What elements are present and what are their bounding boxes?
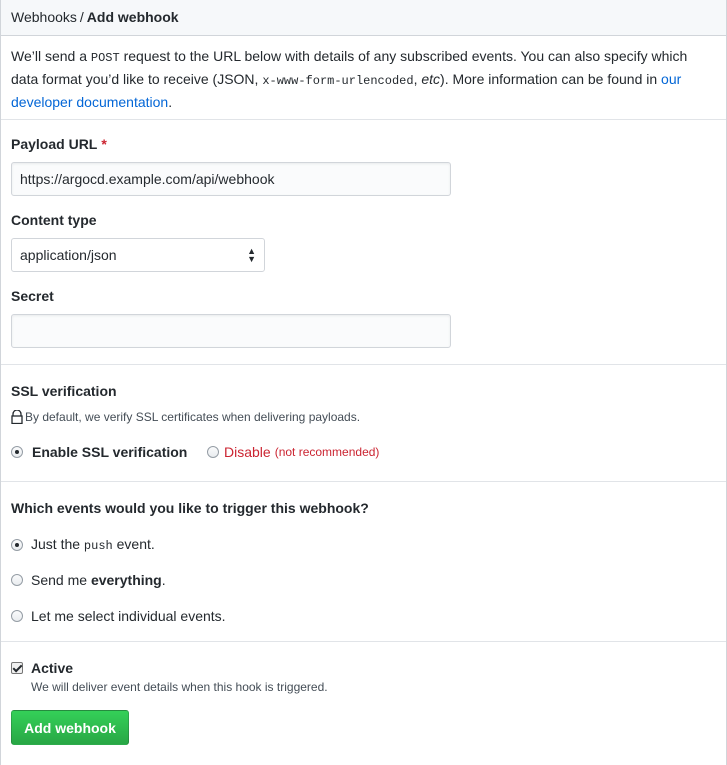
intro-text: , xyxy=(413,71,422,87)
event-option-everything[interactable] xyxy=(11,572,166,588)
events-question: Which events would you like to trigger this webhook? xyxy=(11,500,369,516)
intro-description xyxy=(1,36,726,120)
ssl-title: SSL verification xyxy=(11,383,117,399)
intro-text: ). More information can be found in xyxy=(440,71,662,87)
ssl-disable-radio[interactable] xyxy=(207,446,219,458)
push-event-radio[interactable] xyxy=(11,539,23,551)
required-mark: * xyxy=(101,136,107,152)
developer-docs-link[interactable]: our developer documentation xyxy=(11,71,682,110)
ssl-enable-option[interactable] xyxy=(11,444,187,460)
ssl-disable-label: Disable xyxy=(224,444,271,460)
intro-text: . xyxy=(168,94,173,110)
secret-label: Secret xyxy=(11,288,54,304)
ssl-enable-radio[interactable] xyxy=(11,446,23,458)
active-checkbox[interactable] xyxy=(11,662,23,674)
active-label: Active xyxy=(31,660,74,676)
payload-url-input[interactable]: https://argocd.example.com/api/webhook xyxy=(11,162,451,196)
payload-url-label: Payload URL * xyxy=(11,136,107,152)
ssl-note-text: By default, we verify SSL certificates when delivering payloads. xyxy=(25,410,361,424)
breadcrumb-separator: / xyxy=(79,9,84,25)
events-section xyxy=(1,482,726,642)
event-option-individual[interactable] xyxy=(11,608,226,624)
content-type-select[interactable] xyxy=(11,238,265,272)
event-option-push[interactable] xyxy=(11,536,155,553)
add-webhook-button[interactable]: Add webhook xyxy=(11,710,129,745)
individual-events-label: Let me select individual events. xyxy=(31,608,226,624)
select-arrows-icon: ▲ ▼ xyxy=(247,246,256,264)
ssl-note xyxy=(11,410,360,424)
active-option[interactable] xyxy=(11,660,73,676)
fields-section xyxy=(1,120,726,365)
intro-text: request to the URL below with details of any subscribed events. You can also specify which data format you’d like to receive (JSON, xyxy=(11,48,688,87)
ssl-disable-option[interactable] xyxy=(207,444,379,460)
post-code: POST xyxy=(90,51,120,65)
lock-icon xyxy=(11,410,23,424)
push-event-label: Just the push event. xyxy=(31,536,155,553)
content-type-label: Content type xyxy=(11,212,97,228)
breadcrumb xyxy=(1,0,726,36)
page-title: Add webhook xyxy=(86,9,179,25)
breadcrumb-webhooks-link[interactable]: Webhooks xyxy=(11,9,77,25)
form-urlencoded-code: x-www-form-urlencoded xyxy=(262,74,414,88)
content-type-value: application/json xyxy=(20,247,117,263)
ssl-enable-label: Enable SSL verification xyxy=(32,444,188,460)
ssl-disable-note: (not recommended) xyxy=(274,445,380,459)
etc-text: etc xyxy=(421,71,441,87)
active-note: We will deliver event details when this hook is triggered. xyxy=(31,680,328,694)
intro-text: We’ll send a xyxy=(11,48,91,64)
individual-events-radio[interactable] xyxy=(11,610,23,622)
everything-event-label: Send me everything. xyxy=(31,572,166,588)
everything-event-radio[interactable] xyxy=(11,574,23,586)
secret-input[interactable] xyxy=(11,314,451,348)
ssl-section xyxy=(1,365,726,482)
